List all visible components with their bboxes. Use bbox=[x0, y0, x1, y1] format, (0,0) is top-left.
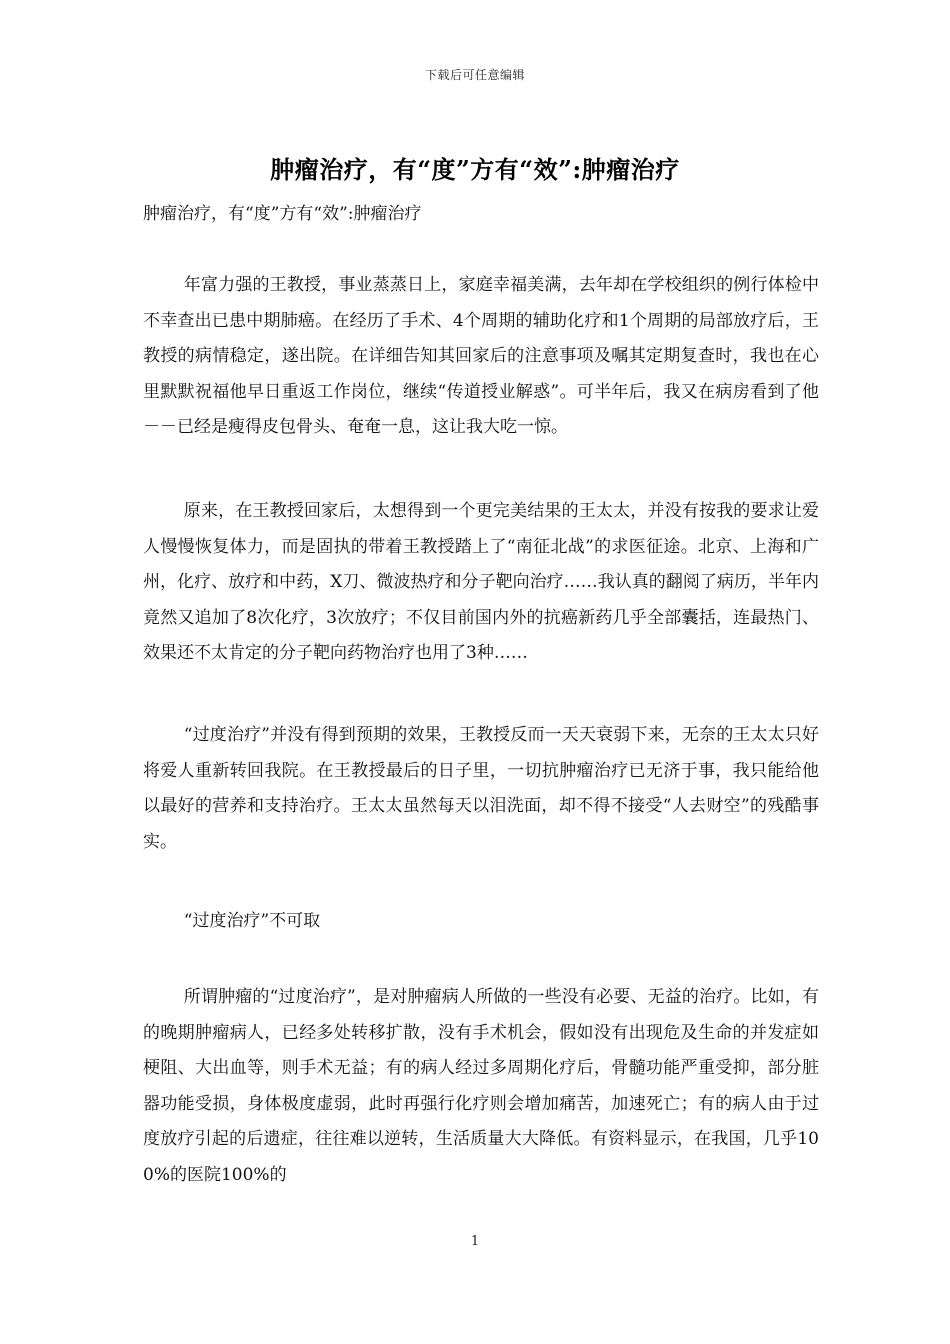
paragraph-1: 年富力强的王教授，事业蒸蒸日上，家庭幸福美满，去年却在学校组织的例行体检中不幸查出已患中期肺癌。在经历了手术、4个周期的辅助化疗和1个周期的局部放疗后，王教授的病情稳定，遂出院。在详细告知其回家后的注意事项及嘱其定期复查时，我也在心里默默祝福他早日重返工作岗位，继续“传道授业解惑”。可半年后，我又在病房看到了他－－已经是瘦得皮包骨头、奄奄一息，这让我大吃一惊。 bbox=[143, 275, 819, 437]
document-title: 肿瘤治疗，有“度”方有“效”:肿瘤治疗 bbox=[270, 155, 680, 184]
document-subtitle: 肿瘤治疗，有“度”方有“效”:肿瘤治疗 bbox=[143, 204, 422, 224]
paragraph-4: 所谓肿瘤的“过度治疗”，是对肿瘤病人所做的一些没有必要、无益的治疗。比如，有的晚期肿瘤病人，已经多处转移扩散，没有手术机会，假如没有出现危及生命的并发症如梗阻、大出血等，则手术无益；有的病人经过多周期化疗后，骨髓功能严重受抑，部分脏器功能受损，身体极度虚弱，此时再强行化疗则会增加痛苦，加速死亡；有的病人由于过度放疗引起的后遗症，往往难以逆转，生活质量大大降低。有资料显示，在我国，几乎100%的医院100%的 bbox=[143, 987, 819, 1185]
header-note: 下载后可任意编辑 bbox=[424, 68, 525, 82]
paragraph-2: 原来，在王教授回家后，太想得到一个更完美结果的王太太，并没有按我的要求让爱人慢慢恢复体力，而是固执的带着王教授踏上了“南征北战”的求医征途。北京、上海和广州，化疗、放疗和中药，X刀、微波热疗和分子靶向治疗……我认真的翻阅了病历，半年内竟然又追加了8次化疗，3次放疗；不仅目前国内外的抗癌新药几乎全部囊括，连最热门、效果还不太肯定的分子靶向药物治疗也用了3种…… bbox=[143, 501, 819, 663]
paragraph-3: “过度治疗”并没有得到预期的效果，王教授反而一天天衰弱下来，无奈的王太太只好将爱人重新转回我院。在王教授最后的日子里，一切抗肿瘤治疗已无济于事，我只能给他以最好的营养和支持治疗。王太太虽然每天以泪洗面，却不得不接受“人去财空”的残酷事实。 bbox=[143, 725, 819, 852]
section-heading: “过度治疗”不可取 bbox=[183, 911, 321, 931]
page-number: 1 bbox=[470, 1234, 480, 1249]
